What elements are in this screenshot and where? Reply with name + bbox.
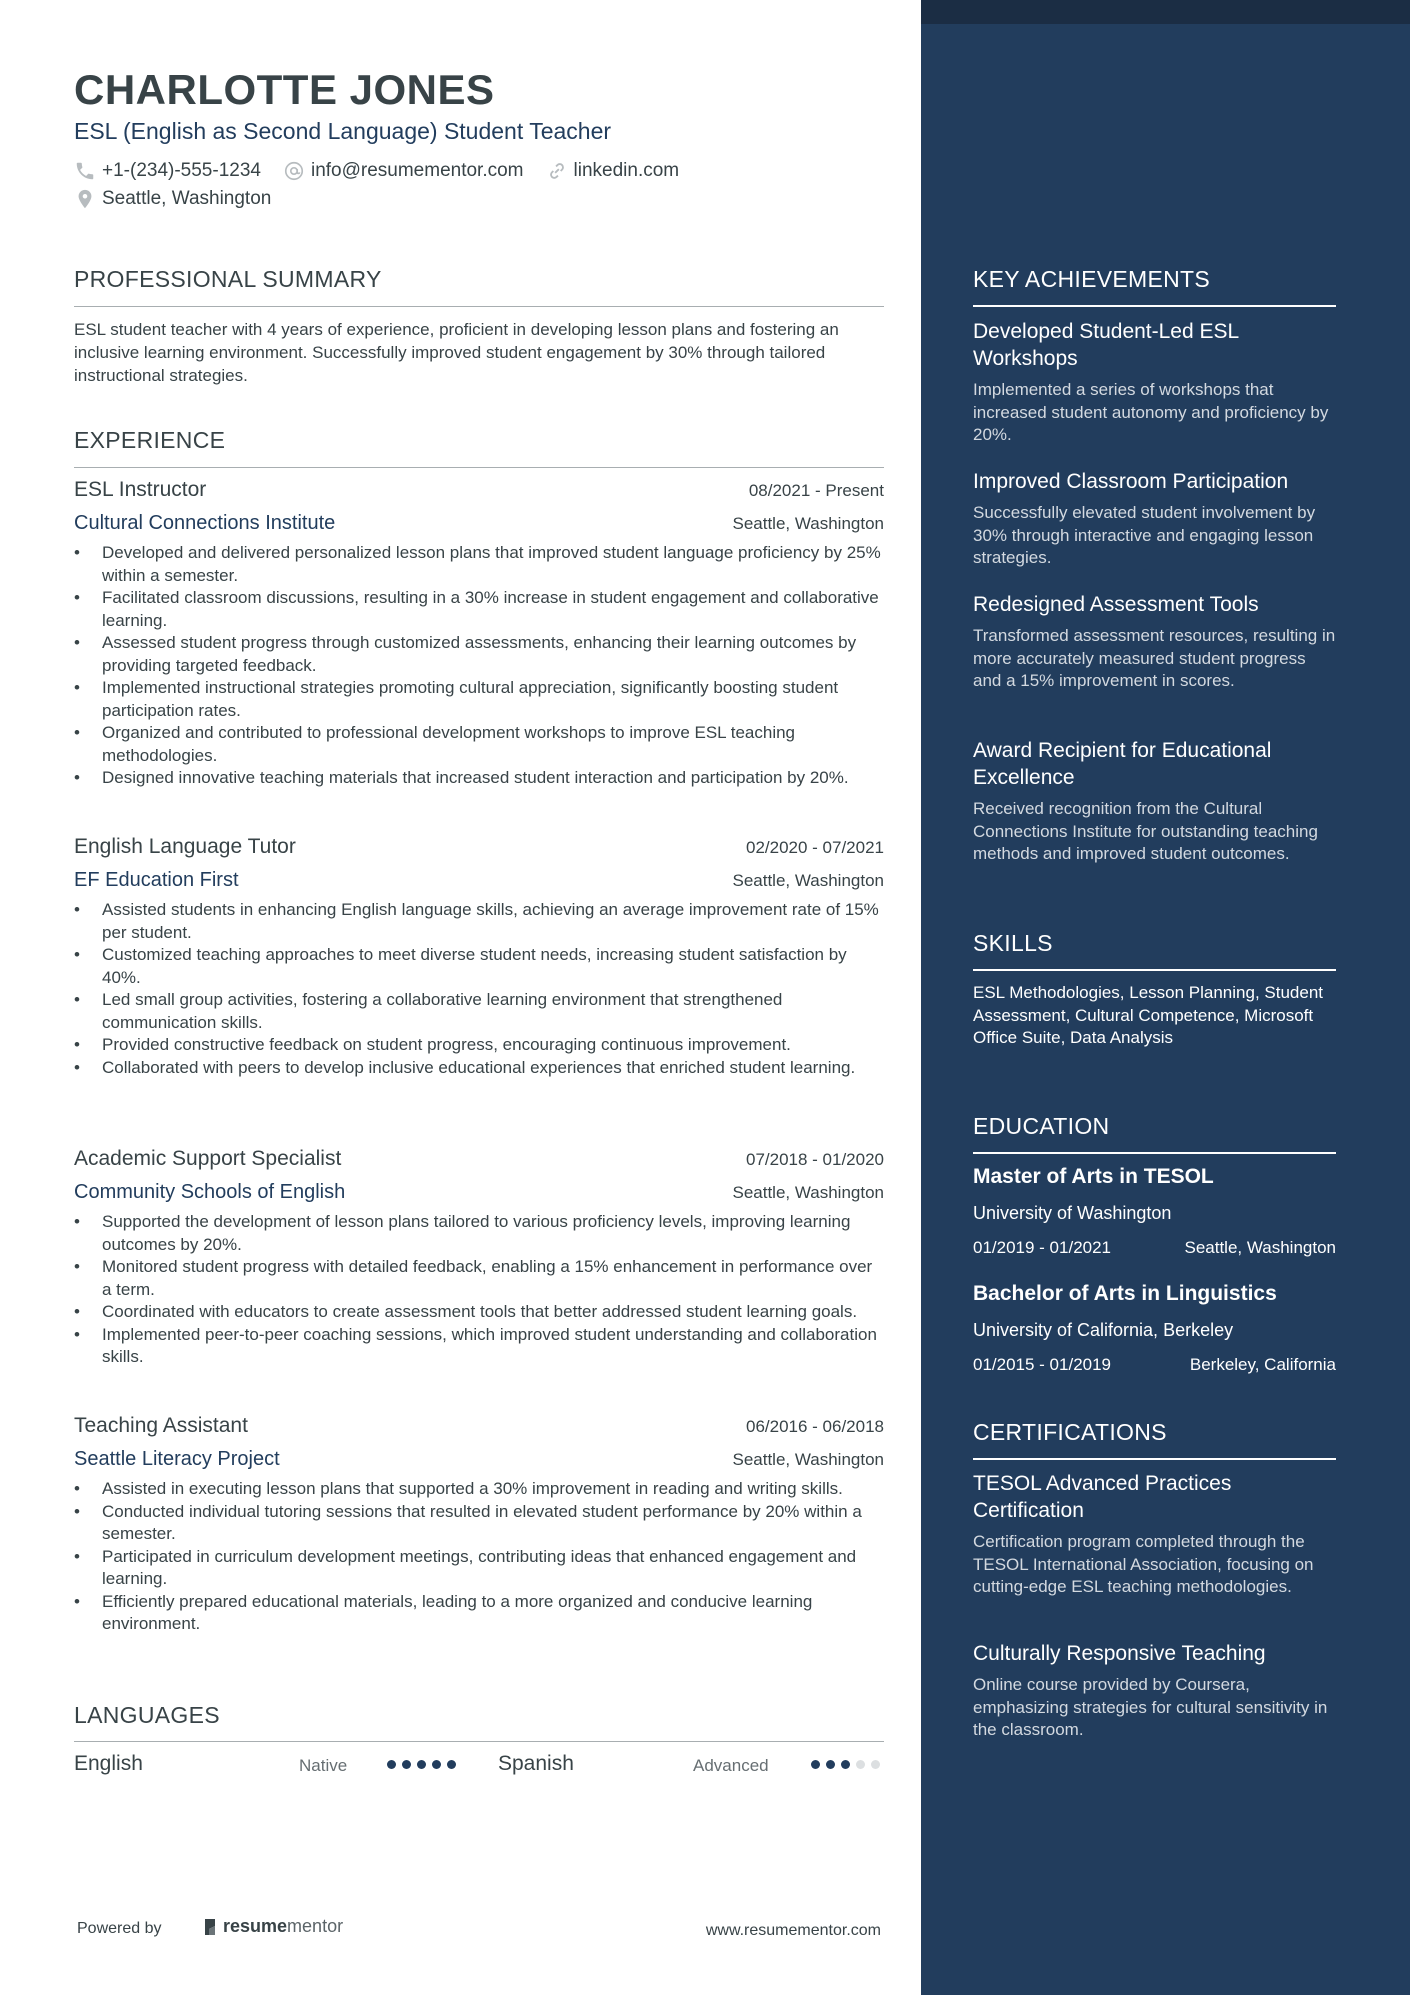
job-bullet: • Organized and contributed to professional development workshops to improve ESL teaching methodologies.	[74, 722, 884, 767]
education-dates: 01/2019 - 01/2021	[973, 1238, 1112, 1257]
certification-title: Culturally Responsive Teaching	[973, 1642, 1266, 1665]
linkedin-text: linkedin.com	[573, 160, 680, 181]
contact-location	[74, 188, 271, 210]
education-location: Berkeley, California	[1189, 1355, 1336, 1374]
achievements-divider	[973, 305, 1336, 307]
job-bullet: • Led small group activities, fostering a collaborative learning environment that strengthened communication skills.	[74, 989, 884, 1034]
contact-phone[interactable]	[74, 160, 261, 182]
education-degree: Bachelor of Arts in Linguistics	[973, 1282, 1277, 1305]
job-location: Seattle, Washington	[732, 514, 884, 533]
achievements-heading: KEY ACHIEVEMENTS	[973, 266, 1211, 292]
job-bullets	[74, 899, 884, 1079]
job-bullet: • Participated in curriculum development meetings, contributing ideas that enhanced engagement and learning.	[74, 1546, 884, 1591]
job-dates: 06/2016 - 06/2018	[745, 1417, 884, 1436]
language-name: Spanish	[498, 1752, 574, 1775]
languages-divider	[74, 1741, 884, 1742]
job-bullet: • Developed and delivered personalized lesson plans that improved student language proficiency by 25% within a semester.	[74, 542, 884, 587]
achievement-item	[973, 737, 1336, 866]
summary-text: ESL student teacher with 4 years of experience, proficient in developing lesson plans and fostering an inclusive learning environment. Successfully improved student engagement by 30% through tailored instructional strategies.	[74, 320, 839, 385]
certification-description: Certification program completed through the TESOL International Association, focusing on cutting-edge ESL teaching methodologies.	[973, 1532, 1314, 1596]
summary-divider	[74, 306, 884, 307]
experience-heading: EXPERIENCE	[74, 427, 226, 453]
brand-logo[interactable]	[201, 1916, 343, 1937]
job-location: Seattle, Washington	[732, 1450, 884, 1469]
achievement-item	[973, 591, 1336, 693]
language-level: Advanced	[693, 1756, 769, 1775]
job-bullet: • Provided constructive feedback on student progress, encouraging continuous improvement.	[74, 1034, 884, 1057]
achievement-item	[973, 468, 1336, 570]
job-bullet: • Implemented instructional strategies promoting cultural appreciation, significantly boosting student participation rates.	[74, 677, 884, 722]
job-company: Seattle Literacy Project	[74, 1448, 280, 1470]
job-bullet: • Designed innovative teaching materials that increased student interaction and participation by 20%.	[74, 767, 884, 790]
education-degree: Master of Arts in TESOL	[973, 1165, 1214, 1188]
skills-text: ESL Methodologies, Lesson Planning, Student Assessment, Cultural Competence, Microsoft Office Suite, Data Analysis	[973, 983, 1324, 1047]
job-company: EF Education First	[74, 869, 239, 891]
job-bullet: • Monitored student progress with detailed feedback, enabling a 15% enhancement in performance over a term.	[74, 1256, 884, 1301]
sidebar-top-band	[921, 0, 1410, 24]
achievement-description: Transformed assessment resources, resulting in more accurately measured student progress and a 15% improvement in scores.	[973, 626, 1336, 690]
email-text: info@resumementor.com	[310, 160, 524, 181]
education-school: University of California, Berkeley	[973, 1320, 1234, 1340]
rating-dot-filled	[447, 1760, 456, 1769]
job-bullet: • Customized teaching approaches to meet diverse student needs, increasing student satisfaction by 40%.	[74, 944, 884, 989]
certifications-heading: CERTIFICATIONS	[973, 1419, 1167, 1445]
job-bullet: • Implemented peer-to-peer coaching sessions, which improved student understanding and collaboration skills.	[74, 1324, 884, 1369]
job-title: Teaching Assistant	[74, 1414, 248, 1437]
language-rating	[387, 1760, 456, 1769]
skills-divider	[973, 969, 1336, 971]
job-bullet: • Facilitated classroom discussions, resulting in a 30% increase in student engagement and collaborative learning.	[74, 587, 884, 632]
certification-item	[973, 1470, 1336, 1599]
language-rating	[811, 1760, 880, 1769]
languages-heading: LANGUAGES	[74, 1702, 220, 1728]
achievement-title: Improved Classroom Participation	[973, 470, 1289, 493]
job-entry	[74, 1414, 884, 1636]
achievement-item	[973, 318, 1336, 447]
education-dates: 01/2015 - 01/2019	[973, 1355, 1112, 1374]
languages-row	[74, 1752, 884, 1782]
summary-heading: PROFESSIONAL SUMMARY	[74, 266, 382, 292]
job-entry	[74, 478, 884, 790]
rating-dot-filled	[387, 1760, 396, 1769]
job-location: Seattle, Washington	[732, 1183, 884, 1202]
language-name: English	[74, 1752, 143, 1775]
job-dates: 02/2020 - 07/2021	[745, 838, 884, 857]
job-title: English Language Tutor	[74, 835, 296, 858]
powered-by-label: Powered by	[77, 1920, 162, 1937]
contact-row-1	[74, 160, 679, 182]
job-bullet: • Coordinated with educators to create assessment tools that better addressed student learning goals.	[74, 1301, 884, 1324]
rating-dot-empty	[856, 1760, 865, 1769]
candidate-title: ESL (English as Second Language) Student Teacher	[74, 118, 612, 144]
rating-dot-filled	[402, 1760, 411, 1769]
certifications-divider	[973, 1458, 1336, 1460]
phone-icon	[74, 160, 96, 182]
experience-divider	[74, 467, 884, 468]
education-location: Seattle, Washington	[1184, 1238, 1336, 1257]
rating-dot-filled	[417, 1760, 426, 1769]
rating-dot-filled	[841, 1760, 850, 1769]
job-bullet: • Assisted students in enhancing English language skills, achieving an average improvement rate of 15% per student.	[74, 899, 884, 944]
resumementor-logo-icon	[201, 1917, 219, 1937]
brand-name-light: mentor	[287, 1916, 344, 1936]
job-bullet: • Supported the development of lesson plans tailored to various proficiency levels, improving learning outcomes by 20%.	[74, 1211, 884, 1256]
skills-heading: SKILLS	[973, 930, 1053, 956]
job-entry	[74, 1147, 884, 1369]
contact-linkedin[interactable]	[546, 160, 680, 182]
language-level: Native	[299, 1756, 348, 1775]
job-bullet: • Collaborated with peers to develop inclusive educational experiences that enriched student learning.	[74, 1057, 884, 1080]
job-company: Community Schools of English	[74, 1181, 346, 1203]
location-text: Seattle, Washington	[102, 188, 272, 209]
education-item	[973, 1165, 1336, 1258]
rating-dot-filled	[826, 1760, 835, 1769]
job-title: Academic Support Specialist	[74, 1147, 342, 1170]
contact-row-2	[74, 188, 271, 210]
certification-description: Online course provided by Coursera, emphasizing strategies for cultural sensitivity in the classroom.	[973, 1675, 1328, 1739]
job-bullets	[74, 1211, 884, 1369]
job-dates: 08/2021 - Present	[748, 481, 884, 500]
job-location: Seattle, Washington	[732, 871, 884, 890]
certification-title: TESOL Advanced Practices Certification	[973, 1472, 1232, 1522]
job-bullet: • Conducted individual tutoring sessions that resulted in elevated student performance by 20% within a semester.	[74, 1501, 884, 1546]
at-sign-icon	[283, 160, 305, 182]
rating-dot-filled	[811, 1760, 820, 1769]
job-bullet: • Assisted in executing lesson plans that supported a 30% improvement in reading and writing skills.	[74, 1478, 884, 1501]
achievement-description: Received recognition from the Cultural Connections Institute for outstanding teaching methods and improved student outcomes.	[973, 799, 1318, 863]
phone-text: +1-(234)-555-1234	[102, 160, 261, 181]
achievement-description: Implemented a series of workshops that increased student autonomy and proficiency by 20%.	[973, 380, 1329, 444]
location-pin-icon	[74, 188, 96, 210]
brand-name-bold: resume	[223, 1916, 288, 1936]
job-entry	[74, 835, 884, 1079]
education-item	[973, 1282, 1336, 1375]
achievement-title: Award Recipient for Educational Excellence	[973, 739, 1272, 789]
footer	[77, 1916, 881, 1946]
job-bullets	[74, 1478, 884, 1636]
job-dates: 07/2018 - 01/2020	[745, 1150, 884, 1169]
contact-email[interactable]	[283, 160, 524, 182]
education-divider	[973, 1152, 1336, 1154]
job-bullet: • Efficiently prepared educational materials, leading to a more organized and conducive learning environment.	[74, 1591, 884, 1636]
job-bullet: • Assessed student progress through customized assessments, enhancing their learning outcomes by providing targeted feedback.	[74, 632, 884, 677]
achievement-title: Redesigned Assessment Tools	[973, 593, 1259, 616]
candidate-name: CHARLOTTE JONES	[74, 66, 495, 113]
footer-website-link[interactable]: www.resumementor.com	[705, 1922, 881, 1939]
link-icon	[546, 160, 568, 182]
rating-dot-filled	[432, 1760, 441, 1769]
achievement-title: Developed Student-Led ESL Workshops	[973, 320, 1239, 370]
achievement-description: Successfully elevated student involvement by 30% through interactive and engaging lesson strategies.	[973, 503, 1316, 567]
rating-dot-empty	[871, 1760, 880, 1769]
job-title: ESL Instructor	[74, 478, 207, 501]
education-heading: EDUCATION	[973, 1113, 1110, 1139]
job-bullets	[74, 542, 884, 790]
certification-item	[973, 1640, 1336, 1742]
education-school: University of Washington	[973, 1203, 1172, 1223]
job-company: Cultural Connections Institute	[74, 512, 336, 534]
